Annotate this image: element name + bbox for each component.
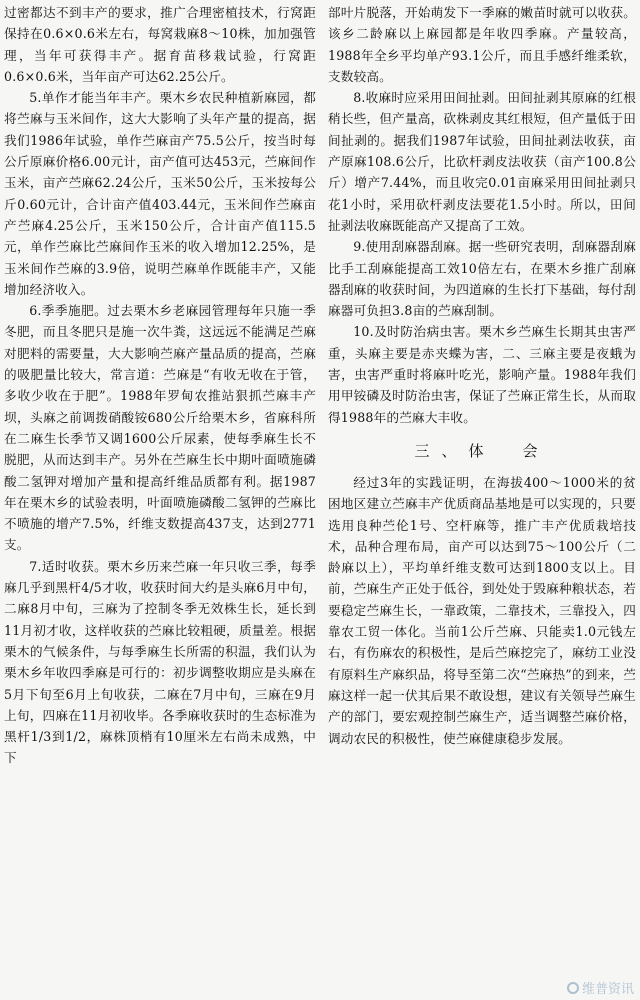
paragraph: 7.适时收获。栗木乡历来苎麻一年只收三季，每季麻几乎到黑杆4/5才收，收获时间大约是头麻6月中旬，二麻8月中旬，三麻为了控制冬季无效株生长，延长到11月初才收，这样收获的苎麻比较粗硬，质量差。根据栗木的气候条件，与每季麻生长所需的积温，我们认为栗木乡年收四季麻是可行的：初步调整收期应是头麻在5月下旬至6月上旬收获，二麻在7月中旬，三麻在9月上旬，四麻在11月初收毕。各季麻收获时的生态标准为黑杆1/3到1/2，麻株顶梢有10厘米左右尚未成熟，中下 bbox=[4, 558, 316, 766]
paragraph: 10.及时防治病虫害。栗木乡苎麻生长期其虫害严重，头麻主要是赤夹蝶为害，二、三麻主要是夜蛾为害，虫害严重时将麻叶吃光，影响产量。1988年我们用甲铵磷及时防治虫害，保证了苎麻正常生长，从而取得1988年的苎麻大丰收。 bbox=[328, 324, 636, 425]
right-column-paragraphs bbox=[328, 2, 636, 428]
right-column bbox=[328, 2, 636, 749]
paragraph: 经过3年的实践证明，在海拔400～1000米的贫困地区建立苎麻丰产优质商品基地是可以实现的，只要选用良种苎伦1号、空杆麻等，推广丰产优质栽培技术，品种合理布局，亩产可以达到75～100公斤（二龄麻以上），平均单纤维支数可达到1800支以上。目前，苎麻生产正处于低谷，到处处于毁麻种粮状态，若要稳定苎麻生长，一靠政策，二靠技术，三靠投入，四靠农工贸一体化。当前1公斤苎麻、只能卖1.0元钱左右，有伤麻农的积极性，是后苎麻挖完了，麻纺工业没有原料生产麻织品，将导至第二次“苎麻热”的到来，苎麻这样一起一伏其后果不敢设想，建议有关领导苎麻生产的部门，要宏观控制苎麻生产，适当调整苎麻价格，调动农民的积极性，使苎麻健康稳步发展。 bbox=[328, 474, 636, 746]
watermark-text: 维普资讯 bbox=[581, 982, 634, 997]
left-column bbox=[4, 2, 316, 769]
paragraph: 9.使用刮麻器刮麻。据一些研究表明，刮麻器刮麻比手工刮麻能提高工效10倍左右，在栗木乡推广刮麻器刮麻的收获时间，为四道麻的生长打下基础，每付刮麻器可负担3.8亩的苎麻刮制。 bbox=[328, 239, 636, 319]
conclusion-paragraphs bbox=[328, 472, 636, 749]
section-heading: 三、体 会 bbox=[414, 441, 550, 460]
paragraph: 5.单作才能当年丰产。栗木乡农民种植新麻园，都将苎麻与玉米间作，这大大影响了头年产量的提高，据我们1986年试验，单作苎麻亩产75.5公斤，按当时每公斤原麻价格6.00元计，亩产值可达453元，苎麻间作玉米，亩产苎麻62.24公斤，玉米50公斤，玉米按每公斤0.60元计，合计亩产值403.44元，玉米间作苎麻亩产苎麻4.25公斤，玉米150公斤，合计亩产值115.5元，单作苎麻比苎麻间作玉米的收入增加12.25%，是玉米间作苎麻的3.9倍，说明苎麻单作既能丰产，又能增加经济收入。 bbox=[4, 90, 316, 297]
paragraph: 部叶片脱落，开始萌发下一季麻的嫩苗时就可以收获。该乡二龄麻以上麻园都是年收四季麻。产量较高，1988年全乡平均单产93.1公斤，而且手感纤维柔软，支数较高。 bbox=[328, 5, 636, 84]
watermark bbox=[567, 978, 634, 997]
paragraph: 8.收麻时应采用田间扯剥。田间扯剥其原麻的红根稍长些，但产量高，砍株剥皮其红根短，但产量低于田间扯剥的。据我们1987年试验，田间扯剥法收获，亩产原麻108.6公斤，比砍杆剥皮法收获（亩产100.8公斤）增产7.44%，而且收完0.01亩麻采用田间扯剥只花1小时，采用砍杆剥皮法要花1.5小时。所以，田间扯剥法收麻既能高产又提高了工效。 bbox=[328, 90, 636, 233]
watermark-logo-icon bbox=[567, 982, 579, 994]
paragraph: 过密都达不到丰产的要求，推广合理密植技术，行窝距保持在0.6×0.6米左右，每窝栽麻8～10株，加加强管理，当年可获得丰产。据育苗移栽试验，行窝距0.6×0.6米，当年亩产可达62.25公斤。 bbox=[4, 5, 316, 84]
paragraph: 6.季季施肥。过去栗木乡老麻园管理每年只施一季冬肥，而且冬肥只是施一次牛粪，这远远不能满足苎麻对肥料的需要量，大大影响苎麻产量品质的提高，苎麻的吸肥量比较大，常言道：苎麻是“有收无收在于管，多收少收在于肥”。1988年罗甸农推站狠抓苎麻丰产坝，头麻之前调拨硝酸铵680公斤给栗木乡，省麻科所在二麻生长季节又调1600公斤尿素，使每季麻生长不脱肥，从而达到丰产。另外在苎麻生长中期叶面喷施磷酸二氢钾对增加产量和提高纤维品质都有利。据1987年在栗木乡的试验表明，叶面喷施磷酸二氢钾的苎麻比不喷施的增产7.5%，纤维支数提高437支，达到2771支。 bbox=[4, 303, 316, 553]
